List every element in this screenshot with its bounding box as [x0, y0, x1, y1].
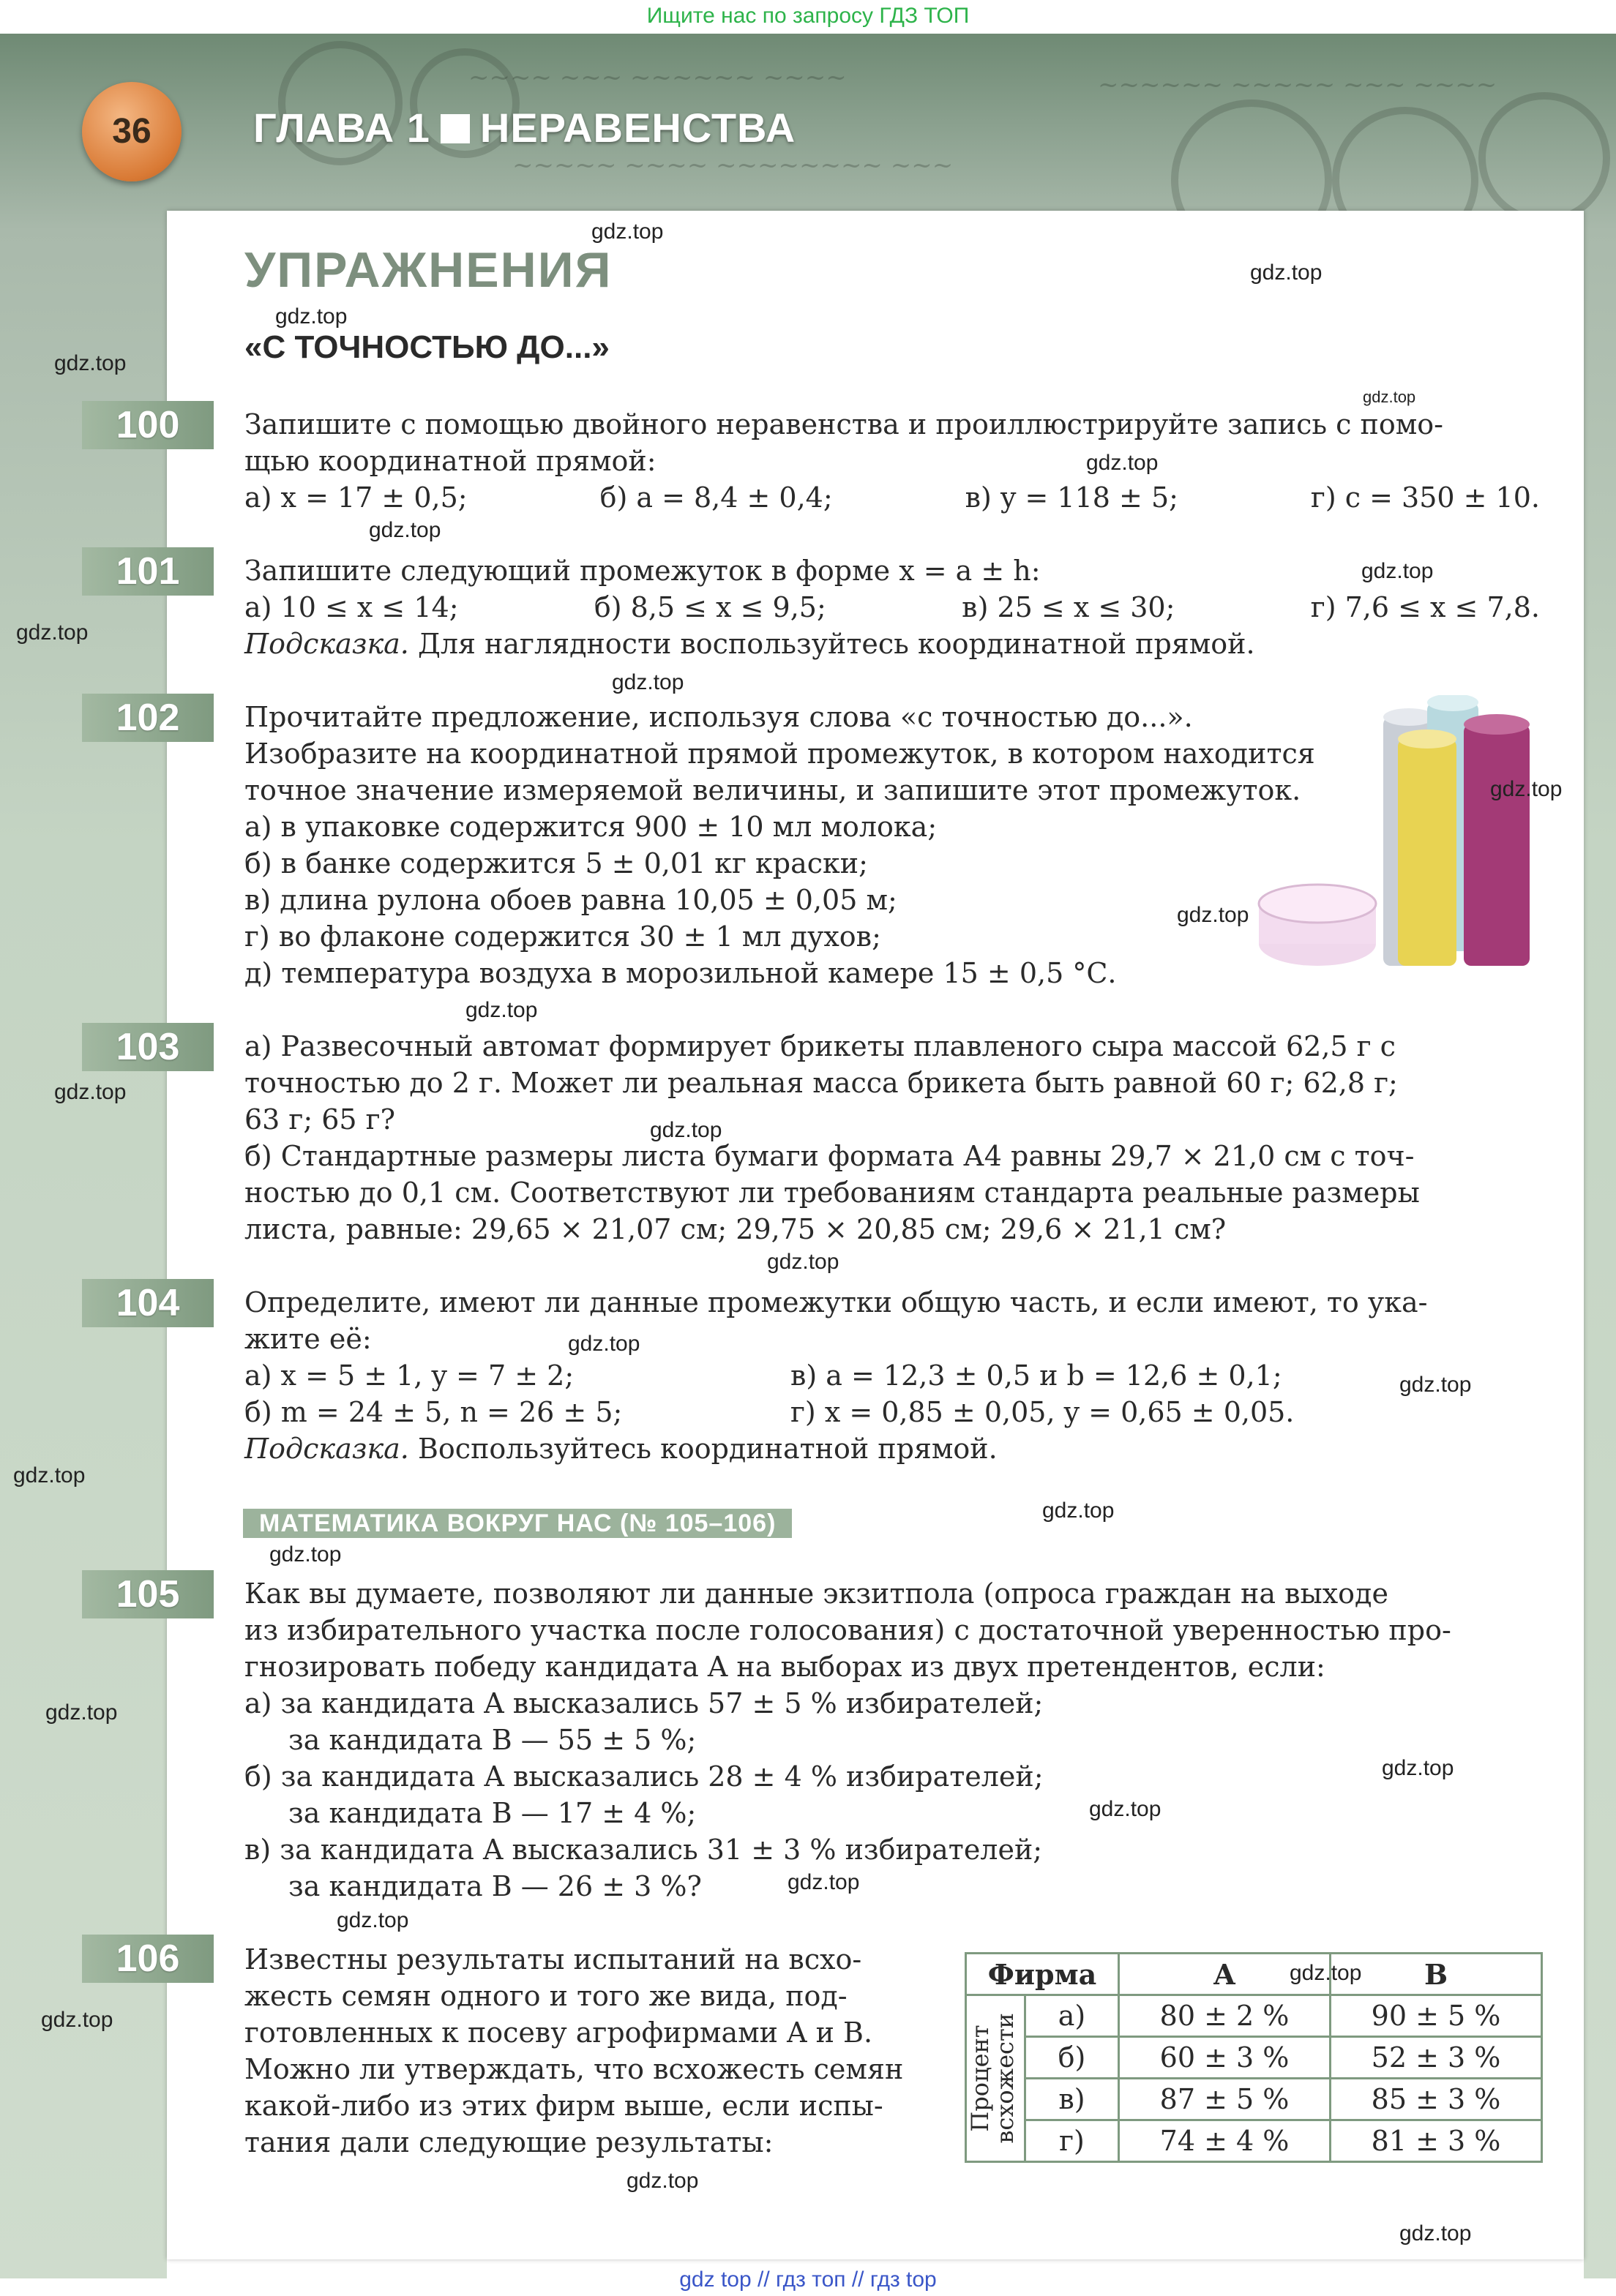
exercise-items: [244, 1357, 1540, 1394]
table-cell: 90 ± 5 %: [1331, 1995, 1542, 2037]
exercise-item: а) x = 17 ± 0,5;: [244, 481, 468, 514]
chapter-label: ГЛАВА 1: [253, 105, 430, 151]
exercise-104: [244, 1284, 1540, 1467]
exercise-text: тания дали следующие результаты:: [244, 2126, 774, 2158]
exercise-text: Известны результаты испытаний на всхо-: [244, 1943, 862, 1976]
table-row: [966, 2120, 1542, 2162]
watermark: gdz.top: [337, 1908, 409, 1932]
exercise-text: а) за кандидата A высказались 57 ± 5 % избирателей;: [244, 1687, 1044, 1719]
exercise-text: Как вы думаете, позволяют ли данные экзитпола (опроса граждан на выходе: [244, 1577, 1388, 1610]
exercise-text: в) длина рулона обоев равна 10,05 ± 0,05 м;: [244, 884, 897, 916]
exercise-number-badge: 105: [82, 1570, 214, 1618]
exercise-text: 63 г; 65 г?: [244, 1103, 395, 1136]
exercise-text: жите её:: [244, 1323, 372, 1355]
germination-table: [965, 1952, 1543, 2163]
watermark: gdz.top: [1250, 260, 1323, 285]
section-label: МАТЕМАТИКА ВОКРУГ НАС (№ 105–106): [243, 1509, 792, 1538]
table-cell: 52 ± 3 %: [1331, 2037, 1542, 2079]
watermark: gdz.top: [41, 2008, 113, 2032]
exercise-text: за кандидата B — 55 ± 5 %;: [288, 1724, 697, 1756]
watermark: gdz.top: [45, 1700, 118, 1725]
watermark: gdz.top: [568, 1332, 640, 1356]
table-cell: а): [1025, 1995, 1119, 2037]
watermark: gdz.top: [1290, 1961, 1362, 1985]
gear-decoration: [1478, 92, 1610, 224]
table-header-cell: B: [1331, 1954, 1542, 1995]
section-subtitle: «С ТОЧНОСТЬЮ ДО...»: [244, 329, 610, 365]
table-cell: 85 ± 3 %: [1331, 2079, 1542, 2120]
table-cell: 80 ± 2 %: [1119, 1995, 1331, 2037]
exercise-text: б) за кандидата A высказались 28 ± 4 % избирателей;: [244, 1760, 1044, 1793]
watermark: gdz.top: [612, 670, 684, 694]
exercise-102: [244, 699, 1315, 991]
exercise-number-badge: 100: [82, 401, 214, 449]
chapter-title: [253, 104, 796, 151]
exercise-item: а) x = 5 ± 1, y = 7 ± 2;: [244, 1359, 575, 1392]
watermark: gdz.top: [1382, 1756, 1454, 1780]
exercise-item: г) c = 350 ± 10.: [1310, 481, 1540, 514]
table-row: [966, 2079, 1542, 2120]
exercise-item: б) a = 8,4 ± 0,4;: [599, 481, 833, 514]
watermark: gdz.top: [1089, 1797, 1162, 1821]
watermark: gdz.top: [54, 351, 127, 375]
exercise-text: Прочитайте предложение, используя слова «с точностью до...».: [244, 701, 1193, 733]
exercise-text: гнозировать победу кандидата A на выборах из двух претендентов, если:: [244, 1651, 1325, 1683]
exercise-item: б) m = 24 ± 5, n = 26 ± 5;: [244, 1396, 623, 1428]
row-label-line: всхожести: [991, 2013, 1019, 2144]
exercise-105: [244, 1575, 1540, 1905]
wallpaper-rolls-illustration: [1244, 695, 1552, 988]
exercise-text: из избирательного участка после голосования) с достаточной уверенностью про-: [244, 1614, 1451, 1646]
top-banner: Ищите нас по запросу ГДЗ ТОП: [0, 0, 1616, 34]
watermark: gdz.top: [650, 1118, 722, 1142]
exercise-item: б) 8,5 ≤ x ≤ 9,5;: [594, 591, 826, 623]
watermark: gdz.top: [369, 518, 441, 542]
exercise-text: за кандидата B — 26 ± 3 %?: [288, 1870, 702, 1902]
exercise-text: б) в банке содержится 5 ± 0,01 кг краски;: [244, 847, 868, 879]
hint-label: Подсказка.: [244, 1433, 409, 1465]
decorative-script: ~~~~~~ ~~~~~ ~~~ ~~~~: [1098, 70, 1497, 100]
exercise-items: [244, 1394, 1540, 1430]
exercise-text: точностью до 2 г. Может ли реальная масса брикета быть равной 60 г; 62,8 г;: [244, 1067, 1398, 1099]
exercise-text: б) Стандартные размеры листа бумаги формата А4 равны 29,7 × 21,0 см с точ-: [244, 1140, 1415, 1172]
watermark: gdz.top: [275, 304, 348, 329]
exercise-number-badge: 101: [82, 547, 214, 596]
exercise-hint: [244, 626, 1540, 662]
exercise-text: какой-либо из этих фирм выше, если испы-: [244, 2090, 883, 2122]
exercise-text: д) температура воздуха в морозильной камере 15 ± 0,5 °С.: [244, 957, 1117, 989]
watermark: gdz.top: [54, 1080, 127, 1104]
exercise-item: в) 25 ≤ x ≤ 30;: [962, 591, 1175, 623]
watermark: gdz.top: [591, 220, 664, 244]
exercise-text: листа, равные: 29,65 × 21,07 см; 29,75 × 20,85 см; 29,6 × 21,1 см?: [244, 1213, 1227, 1245]
watermark: gdz.top: [1363, 388, 1416, 406]
exercise-number-badge: 106: [82, 1935, 214, 1983]
exercise-items: [244, 589, 1540, 626]
table-row: [966, 1995, 1542, 2037]
watermark: gdz.top: [1086, 451, 1159, 475]
watermark: gdz.top: [788, 1870, 860, 1894]
exercise-text: а) в упаковке содержится 900 ± 10 мл молока;: [244, 811, 938, 843]
exercise-text: Запишите следующий промежуток в форме x = a ± h:: [244, 555, 1041, 587]
watermark: gdz.top: [1177, 903, 1249, 927]
table-row-label: [966, 1995, 1025, 2162]
exercise-101: [244, 552, 1540, 662]
table-cell: 87 ± 5 %: [1119, 2079, 1331, 2120]
exercise-items: [244, 479, 1540, 516]
exercise-number-badge: 102: [82, 694, 214, 742]
exercise-100: [244, 406, 1540, 516]
row-label-line: Процент: [966, 2025, 994, 2132]
exercise-item: в) a = 12,3 ± 0,5 и b = 12,6 ± 0,1;: [790, 1359, 1282, 1392]
exercise-text: а) Развесочный автомат формирует брикеты плавленого сыра массой 62,5 г с: [244, 1030, 1396, 1062]
exercise-text: Можно ли утверждать, что всхожесть семян: [244, 2053, 904, 2085]
chapter-name: НЕРАВЕНСТВА: [479, 105, 796, 151]
chapter-header: [0, 34, 1616, 230]
exercise-item: а) 10 ≤ x ≤ 14;: [244, 591, 459, 623]
table-cell: г): [1025, 2120, 1119, 2162]
exercise-text: Изобразите на координатной прямой промежуток, в котором находится: [244, 738, 1315, 770]
table-cell: б): [1025, 2037, 1119, 2079]
exercise-text: жесть семян одного и того же вида, под-: [244, 1980, 848, 2012]
table-header-cell: A: [1119, 1954, 1331, 1995]
exercise-item: г) 7,6 ≤ x ≤ 7,8.: [1310, 591, 1540, 623]
hint-label: Подсказка.: [244, 628, 409, 660]
decorative-script: ~~~~~ ~~~~ ~~~~~~~~ ~~~: [512, 151, 954, 180]
exercise-text: за кандидата B — 17 ± 4 %;: [288, 1797, 697, 1829]
table-cell: 81 ± 3 %: [1331, 2120, 1542, 2162]
table-header-cell: Фирма: [966, 1954, 1119, 1995]
square-icon: [441, 114, 470, 143]
hint-text: Для наглядности воспользуйтесь координатной прямой.: [417, 628, 1255, 660]
hint-text: Воспользуйтесь координатной прямой.: [417, 1433, 998, 1465]
exercise-text: ностью до 0,1 см. Соответствуют ли требованиям стандарта реальные размеры: [244, 1177, 1420, 1209]
table-cell: в): [1025, 2079, 1119, 2120]
exercise-text: в) за кандидата A высказались 31 ± 3 % избирателей;: [244, 1834, 1043, 1866]
watermark: gdz.top: [626, 2169, 699, 2193]
table-row: [966, 2037, 1542, 2079]
table-header-row: [966, 1954, 1542, 1995]
watermark: gdz.top: [465, 998, 538, 1022]
table-cell: 74 ± 4 %: [1119, 2120, 1331, 2162]
row-label-text: [968, 2013, 1017, 2144]
watermark: gdz.top: [1399, 1373, 1472, 1397]
section-title: УПРАЖНЕНИЯ: [244, 242, 613, 298]
watermark: gdz.top: [16, 620, 89, 645]
exercise-item: г) x = 0,85 ± 0,05, y = 0,65 ± 0,05.: [790, 1396, 1295, 1428]
page-number: 36: [82, 82, 182, 181]
exercise-text: Определите, имеют ли данные промежутки общую часть, и если имеют, то ука-: [244, 1286, 1428, 1318]
watermark: gdz.top: [13, 1463, 86, 1487]
right-margin-band: [1584, 230, 1616, 2278]
decorative-script: ~~~~ ~~~ ~~~~~~ ~~~~: [468, 63, 847, 92]
exercise-number-badge: 104: [82, 1279, 214, 1327]
exercise-106: [244, 1941, 940, 2161]
watermark: gdz.top: [767, 1250, 839, 1274]
exercise-number-badge: 103: [82, 1023, 214, 1071]
exercise-103: [244, 1028, 1540, 1248]
exercise-item: в) y = 118 ± 5;: [965, 481, 1178, 514]
watermark: gdz.top: [1042, 1498, 1115, 1523]
exercise-text: щью координатной прямой:: [244, 445, 656, 477]
exercise-hint: [244, 1430, 1540, 1467]
watermark: gdz.top: [1399, 2221, 1472, 2246]
exercise-text: готовленных к посеву агрофирмами A и B.: [244, 2016, 873, 2049]
exercise-text: Запишите с помощью двойного неравенства и проиллюстрируйте запись с помо-: [244, 408, 1444, 440]
exercise-text: точное значение измеряемой величины, и запишите этот промежуток.: [244, 774, 1301, 806]
watermark: gdz.top: [1490, 777, 1563, 801]
table-cell: 60 ± 3 %: [1119, 2037, 1331, 2079]
watermark: gdz.top: [269, 1542, 342, 1567]
exercise-text: г) во флаконе содержится 30 ± 1 мл духов;: [244, 920, 881, 953]
watermark: gdz.top: [1361, 559, 1434, 583]
bottom-banner: gdz top // гдз топ // гдз top: [679, 2267, 937, 2292]
